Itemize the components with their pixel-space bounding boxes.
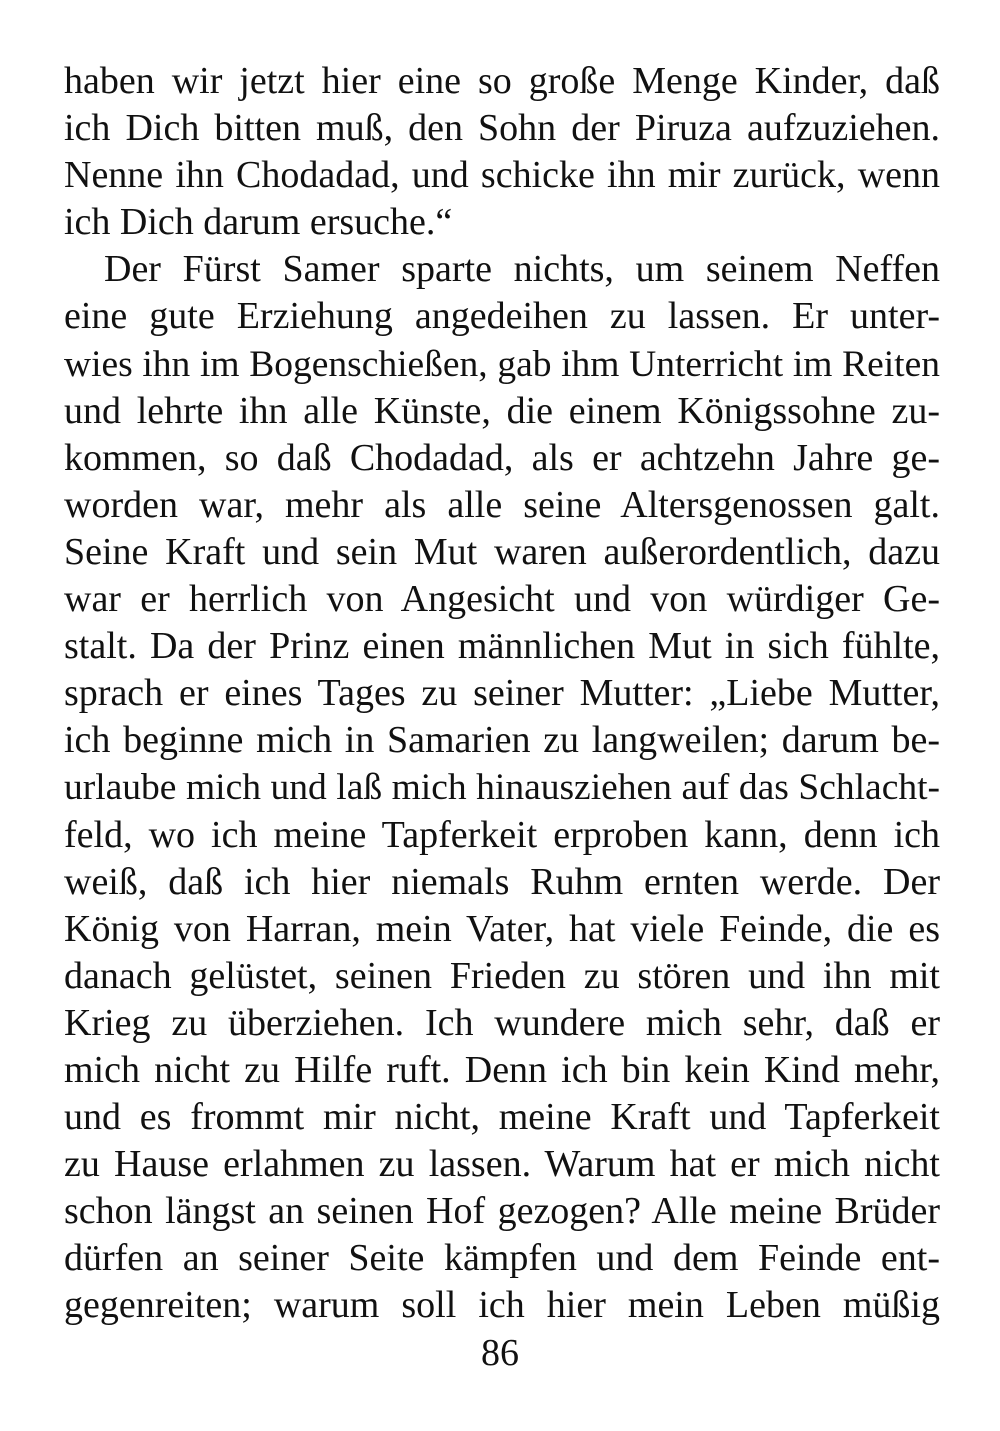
text-line-10: worden war, mehr als alle seine Altersgenossen galt. <box>64 483 940 526</box>
text-line-26: dürfen an seiner Seite kämpfen und dem Feinde ent- <box>64 1237 940 1280</box>
text-line-16: urlaube mich und laß mich hinausziehen auf das Schlacht- <box>64 767 940 809</box>
text-line-1: haben wir jetzt hier eine so große Menge Kinder, daß <box>64 60 940 102</box>
text-line-9: kommen, so daß Chodadad, als er achtzehn Jahre ge- <box>64 436 940 479</box>
text-line-14: sprach er eines Tages zu seiner Mutter: „Liebe Mutter, <box>64 672 940 715</box>
text-line-27: gegenreiten; warum soll ich hier mein Leben müßig <box>64 1284 940 1327</box>
text-line-15: ich beginne mich in Samarien zu langweilen; darum be- <box>64 719 940 762</box>
text-line-23: und es frommt mir nicht, meine Kraft und Tapferkeit <box>64 1096 940 1139</box>
text-line-3: Nenne ihn Chodadad, und schicke ihn mir zurück, wenn <box>64 154 940 197</box>
text-line-12: war er herrlich von Angesicht und von würdiger Ge- <box>64 578 940 621</box>
text-line-20: danach gelüstet, seinen Frieden zu stören und ihn mit <box>64 954 940 997</box>
text-line-22: mich nicht zu Hilfe ruft. Denn ich bin kein Kind mehr, <box>64 1048 940 1091</box>
text-line-18: weiß, daß ich hier niemals Ruhm ernten werde. Der <box>64 860 940 903</box>
page-number: 86 <box>481 1332 519 1374</box>
text-line-8: und lehrte ihn alle Künste, die einem Königssohne zu- <box>64 389 940 432</box>
text-line-5: Der Fürst Samer sparte nichts, um seinem Neffen <box>104 248 940 291</box>
text-line-19: König von Harran, mein Vater, hat viele Feinde, die es <box>64 907 940 950</box>
text-line-21: Krieg zu überziehen. Ich wundere mich sehr, daß er <box>64 1001 940 1044</box>
text-line-6: eine gute Erziehung angedeihen zu lassen. Er unter- <box>64 295 940 338</box>
text-line-11: Seine Kraft und sein Mut waren außerordentlich, dazu <box>64 530 940 573</box>
text-line-13: stalt. Da der Prinz einen männlichen Mut in sich fühlte, <box>64 625 940 668</box>
text-line-7: wies ihn im Bogenschießen, gab ihm Unterricht im Reiten <box>64 343 940 385</box>
text-line-17: feld, wo ich meine Tapferkeit erproben kann, denn ich <box>64 813 940 856</box>
text-line-24: zu Hause erlahmen zu lassen. Warum hat er mich nicht <box>64 1143 940 1186</box>
body-text <box>64 58 940 1330</box>
text-line-25: schon längst an seinen Hof gezogen? Alle meine Brüder <box>64 1190 940 1233</box>
text-line-2: ich Dich bitten muß, den Sohn der Piruza aufzuziehen. <box>64 107 940 150</box>
text-line-4: ich Dich darum ersuche.“ <box>64 201 453 244</box>
